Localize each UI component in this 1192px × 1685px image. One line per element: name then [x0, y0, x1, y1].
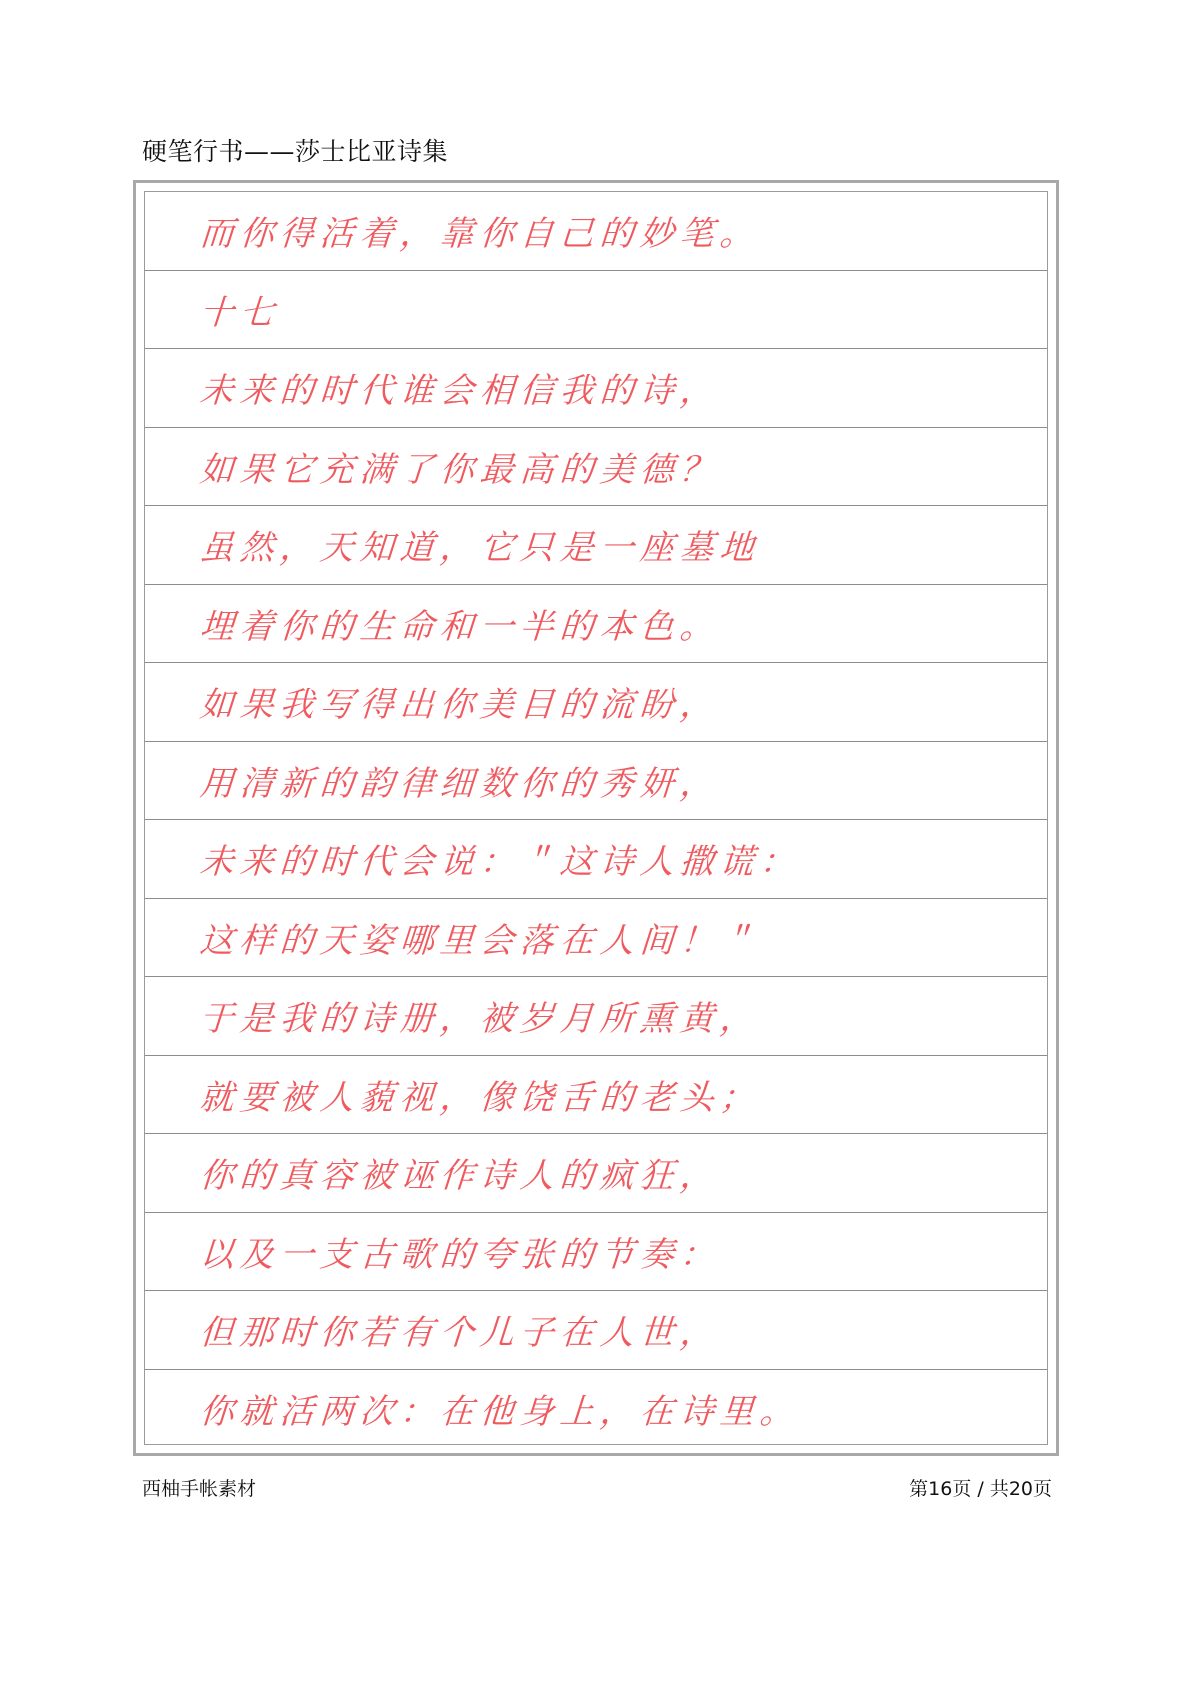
line-text: 虽然，天知道，它只是一座墓地 — [198, 528, 762, 569]
writing-line — [145, 1291, 1047, 1370]
line-text: 如果我写得出你美目的流盼， — [198, 685, 722, 726]
page-indicator: 第16页 / 共20页 — [909, 1478, 1052, 1500]
writing-line — [145, 428, 1047, 507]
writing-line — [145, 1134, 1047, 1213]
writing-line — [145, 977, 1047, 1056]
writing-line — [145, 585, 1047, 664]
line-text: 但那时你若有个儿子在人世， — [198, 1313, 722, 1354]
line-text: 就要被人藐视，像饶舌的老头； — [198, 1077, 762, 1118]
line-text: 你就活两次：在他身上，在诗里。 — [198, 1392, 802, 1433]
writing-line — [145, 1056, 1047, 1135]
line-text: 你的真容被诬作诗人的疯狂， — [198, 1156, 722, 1197]
line-text: 十七 — [198, 292, 282, 333]
writing-line — [145, 192, 1047, 271]
writing-line — [145, 271, 1047, 350]
writing-line — [145, 663, 1047, 742]
line-text: 未来的时代会说：＂这诗人撒谎： — [198, 842, 802, 883]
line-text: 未来的时代谁会相信我的诗， — [198, 371, 722, 412]
writing-line — [145, 899, 1047, 978]
writing-line — [145, 1370, 1047, 1449]
writing-line — [145, 1213, 1047, 1292]
writing-lines-grid — [144, 191, 1048, 1445]
writing-line — [145, 349, 1047, 428]
writing-line — [145, 742, 1047, 821]
writing-line — [145, 506, 1047, 585]
page-title: 硬笔行书——莎士比亚诗集 — [142, 137, 449, 166]
footer-source: 西柚手帐素材 — [142, 1478, 257, 1500]
line-text: 于是我的诗册，被岁月所熏黄， — [198, 999, 762, 1040]
line-text: 以及一支古歌的夸张的节奏： — [198, 1234, 722, 1275]
writing-line — [145, 820, 1047, 899]
line-text: 这样的天姿哪里会落在人间！＂ — [198, 920, 762, 961]
line-text: 而你得活着，靠你自己的妙笔。 — [198, 214, 762, 255]
line-text: 如果它充满了你最高的美德？ — [198, 449, 722, 490]
practice-sheet — [133, 180, 1059, 1456]
line-text: 埋着你的生命和一半的本色。 — [198, 606, 722, 647]
line-text: 用清新的韵律细数你的秀妍， — [198, 763, 722, 804]
